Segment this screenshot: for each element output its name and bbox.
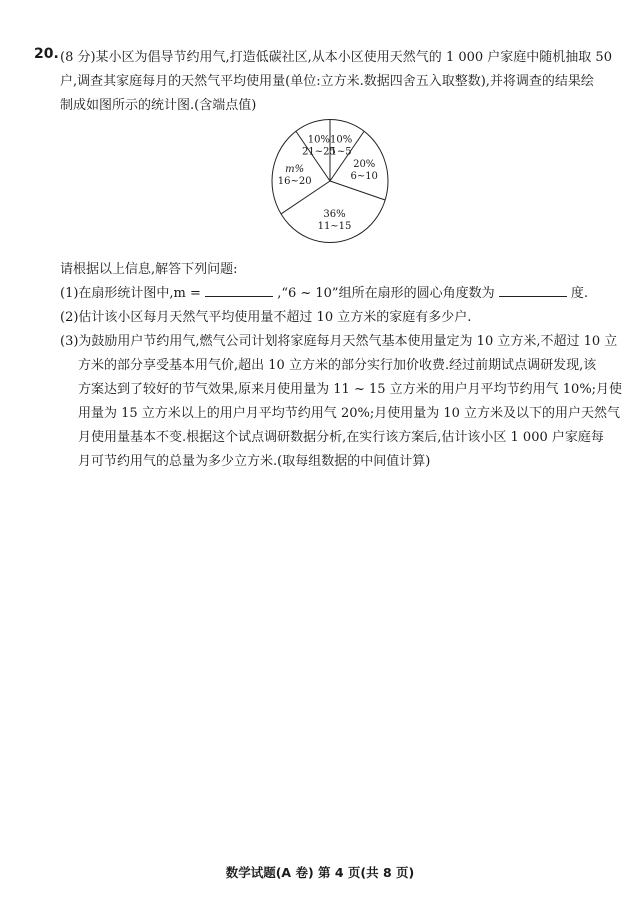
pie-slice-range-4: 16~20 bbox=[277, 175, 312, 187]
part-1-text-a: (1)在扇形统计图中,m = bbox=[60, 286, 201, 301]
page-footer: 数学试题(A 卷) 第 4 页(共 8 页) bbox=[225, 865, 415, 880]
pie-chart bbox=[268, 113, 392, 249]
part-3-line-3: 方案达到了较好的节气效果,原来月使用量为 11 ~ 15 立方米的用户月平均节约用气 10%;月使 bbox=[78, 382, 623, 397]
question-line-3: 制成如图所示的统计图.(含端点值) bbox=[60, 98, 257, 113]
question-line-1: (8 分)某小区为倡导节约用气,打造低碳社区,从本小区使用天然气的 1 000 户家庭中随机抽取 50 bbox=[60, 50, 612, 65]
part-3-line-6: 月可节约用气的总量为多少立方米.(取每组数据的中间值计算) bbox=[78, 454, 431, 469]
part-1-text-c: 度. bbox=[570, 286, 589, 301]
pie-slice-percent-4: m% bbox=[285, 163, 305, 175]
part-3-line-1: (3)为鼓励用户节约用气,燃气公司计划将家庭每月天然气基本使用量定为 10 立方米,不超过 10 立 bbox=[60, 334, 618, 349]
part-1-text-b: ,“6 ~ 10”组所在扇形的圆心角度数为 bbox=[277, 286, 495, 301]
answer-blank-m[interactable] bbox=[205, 284, 273, 297]
part-3-line-2: 方米的部分享受基本用气价,超出 10 立方米的部分实行加价收费.经过前期试点调研发现,该 bbox=[78, 358, 597, 373]
part-3-line-4: 用量为 15 立方米以上的用户月平均节约用气 20%;月使用量为 10 立方米及以下的用户天然气 bbox=[78, 406, 621, 421]
pie-slice-range-5: 21~25 bbox=[301, 146, 336, 158]
pie-slice-range-1: 1~5 bbox=[330, 146, 352, 158]
pie-slice-percent-5: 10% bbox=[307, 134, 331, 146]
pie-slice-boundary-3 bbox=[330, 181, 385, 200]
pie-slice-percent-2: 20% bbox=[353, 159, 376, 171]
instruction: 请根据以上信息,解答下列问题: bbox=[60, 262, 238, 277]
part-1 bbox=[60, 282, 588, 301]
question-line-2: 户,调查其家庭每月的天然气平均使用量(单位:立方米.数据四舍五入取整数),并将调查的结果绘 bbox=[60, 74, 594, 89]
pie-slice-range-2: 6~10 bbox=[350, 171, 378, 183]
pie-slice-range-3: 11~15 bbox=[317, 220, 352, 232]
question-number: 20. bbox=[34, 46, 59, 62]
part-2: (2)估计该小区每月天然气平均使用量不超过 10 立方米的家庭有多少户. bbox=[60, 310, 472, 325]
part-3-line-5: 月使用量基本不变.根据这个试点调研数据分析,在实行该方案后,估计该小区 1 000 户家庭每 bbox=[78, 430, 604, 445]
pie-slice-percent-1: 10% bbox=[329, 134, 353, 146]
pie-slice-percent-3: 36% bbox=[323, 208, 346, 220]
answer-blank-angle[interactable] bbox=[499, 284, 567, 297]
